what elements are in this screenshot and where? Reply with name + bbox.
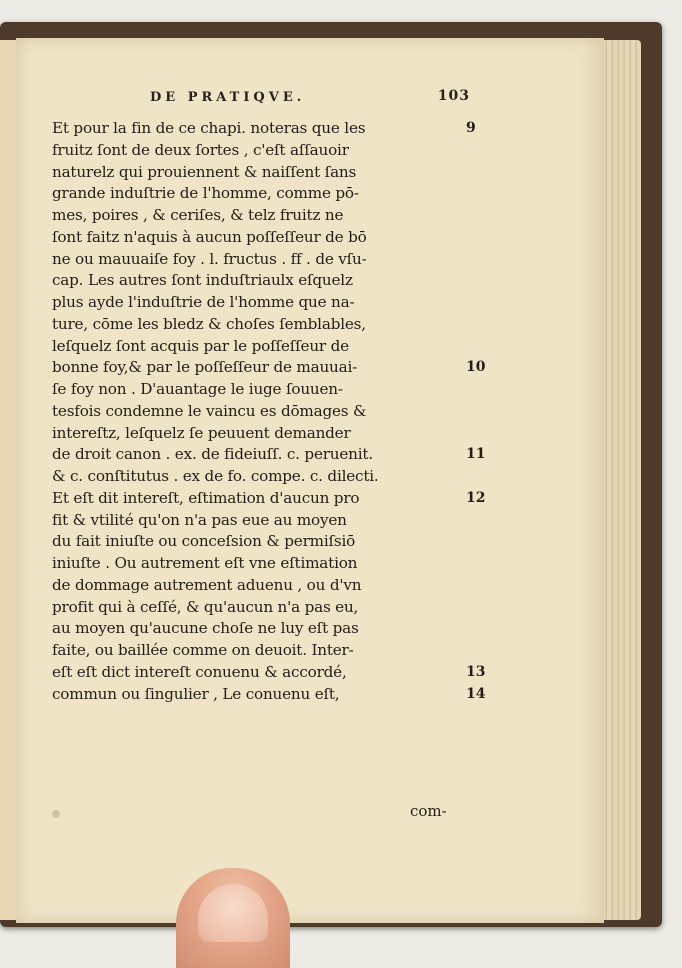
text-line: ſont faitz n'aquis à aucun poſſeſſeur de bō <box>52 227 367 246</box>
catchword: com- <box>410 802 447 820</box>
text-line: commun ou ſingulier , Le conuenu eſt, <box>52 684 340 703</box>
text-line: ne ou mauuaiſe foy . l. fructus . ff . de vſu- <box>52 249 367 268</box>
text-line: faite, ou baillée comme on deuoit. Inter- <box>52 641 354 659</box>
text-line: plus ayde l'induſtrie de l'homme que na- <box>52 293 355 311</box>
text-line: ſe foy non . D'auantage le iuge ſouuen- <box>52 380 343 398</box>
paper-stain <box>52 810 60 818</box>
text-line: fruitz ſont de deux ſortes , c'eſt aſſauoir <box>52 140 349 159</box>
text-line: profit qui à ceſſé, & qu'aucun n'a pas eu, <box>52 597 359 616</box>
margin-number: 13 <box>466 663 486 680</box>
page-number: 103 <box>437 88 470 104</box>
text-line: mes, poires , & ceriſes, & telz fruitz ne <box>52 206 344 224</box>
text-line: cap. Les autres ſont induſtriaulx eſquelz <box>52 271 353 290</box>
text-line: leſquelz ſont acquis par le poſſeſſeur de <box>52 336 349 355</box>
text-line: au moyen qu'aucune choſe ne luy eſt pas <box>52 619 359 638</box>
page-header <box>150 90 470 110</box>
text-line: naturelz qui prouiennent & naiſſent ſans <box>52 162 357 181</box>
text-line: iniuſte . Ou autrement eſt vne eſtimation <box>52 554 358 572</box>
text-line: Et pour la fin de ce chapi. noteras que les <box>52 119 366 137</box>
text-line: de droit canon . ex. de fideiuſſ. c. peruenit. <box>52 445 373 464</box>
margin-number: 10 <box>466 359 486 376</box>
text-line: eſt eſt dict intereſt conuenu & accordé, <box>52 662 347 681</box>
body-text <box>52 118 462 705</box>
text-line: grande induſtrie de l'homme, comme pō- <box>52 184 359 203</box>
text-line: bonne foy,& par le poſſeſſeur de mauuai- <box>52 358 358 377</box>
text-line: fit & vtilité qu'on n'a pas eue au moyen <box>52 510 347 529</box>
margin-number: 9 <box>466 120 476 136</box>
running-title: DE PRATIQVE. <box>150 90 306 105</box>
margin-number: 12 <box>466 489 486 506</box>
text-line: du fait iniuſte ou conceſsion & permiſsiō <box>52 532 356 551</box>
text-line: ture, cōme les bledz & choſes ſemblables, <box>52 314 366 333</box>
margin-numbers <box>466 118 506 818</box>
previous-page-edge <box>0 40 17 920</box>
text-line: intereſtz, leſquelz ſe peuuent demander <box>52 423 351 442</box>
margin-number: 11 <box>466 446 486 463</box>
margin-number: 14 <box>466 685 486 702</box>
text-line: tesfois condemne le vaincu es dōmages & <box>52 401 367 420</box>
text-line: de dommage autrement aduenu , ou d'vn <box>52 575 362 594</box>
text-line: & c. conſtitutus . ex de fo. compe. c. dilecti. <box>52 467 379 485</box>
text-line: Et eſt dit intereſt, eſtimation d'aucun pro <box>52 488 360 507</box>
